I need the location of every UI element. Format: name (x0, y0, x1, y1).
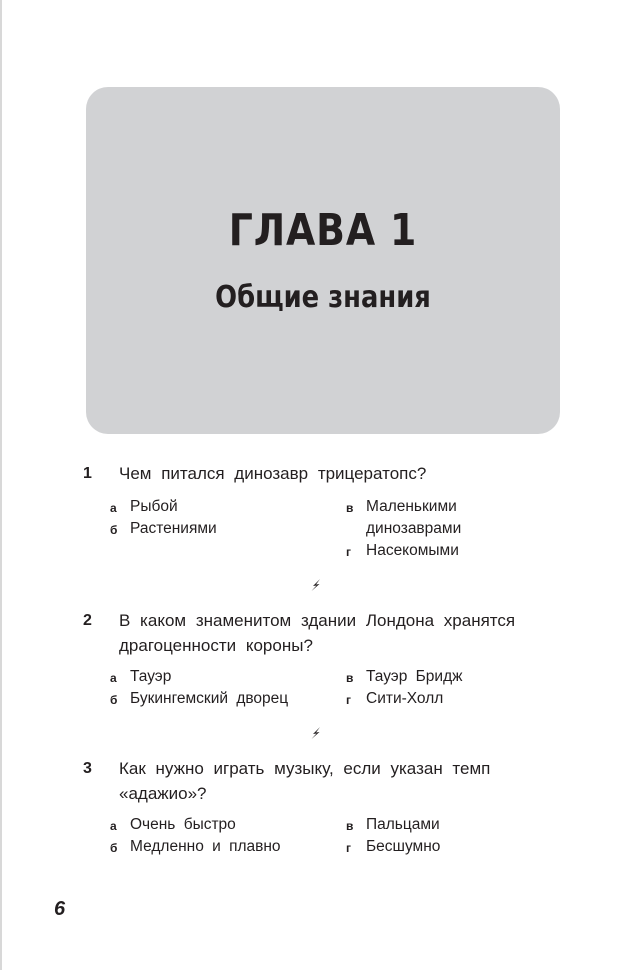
lightning-divider-icon (309, 726, 323, 740)
option-text: Рыбой (130, 498, 178, 515)
chapter-title: ГЛАВА 1 (228, 205, 418, 256)
option-text: Растениями (130, 520, 217, 537)
chapter-subtitle: Общие знания (215, 280, 431, 315)
option-letter: г (346, 693, 351, 707)
option-letter: б (110, 841, 118, 855)
chapter-header-box (86, 87, 560, 434)
option-text: Пальцами (366, 816, 440, 833)
option-letter: в (346, 819, 354, 833)
lightning-divider-icon (309, 578, 323, 592)
question-2-text: В каком знаменитом здании Лондона хранятся драгоценности короны? (119, 611, 516, 655)
option-letter: в (346, 501, 354, 515)
page-number: 6 (54, 898, 66, 920)
option-text: Букингемский дворец (130, 690, 289, 707)
option-text: Насекомыми (366, 542, 459, 559)
option-text: Маленькими (366, 498, 457, 515)
option-text: Сити-Холл (366, 690, 444, 707)
option-letter: г (346, 545, 351, 559)
option-text: Бесшумно (366, 838, 441, 855)
question-2-number: 2 (83, 612, 92, 629)
question-3-text: Как нужно играть музыку, если указан темп «адажио»? (119, 759, 491, 803)
option-letter: а (110, 501, 117, 515)
option-text: Медленно и плавно (130, 838, 281, 855)
option-letter: б (110, 523, 118, 537)
option-letter: г (346, 841, 351, 855)
option-text-line-2: динозаврами (366, 520, 462, 537)
question-1-text: Чем питался динозавр трицератопс? (119, 464, 427, 483)
question-1-number: 1 (83, 465, 92, 482)
page-edge (0, 0, 2, 970)
option-letter: б (110, 693, 118, 707)
option-text: Тауэр Бридж (366, 668, 463, 685)
question-3-number: 3 (83, 760, 92, 777)
option-text: Тауэр (130, 668, 172, 685)
option-letter: в (346, 671, 354, 685)
option-text: Очень быстро (130, 816, 236, 833)
option-letter: а (110, 671, 117, 685)
option-letter: а (110, 819, 117, 833)
